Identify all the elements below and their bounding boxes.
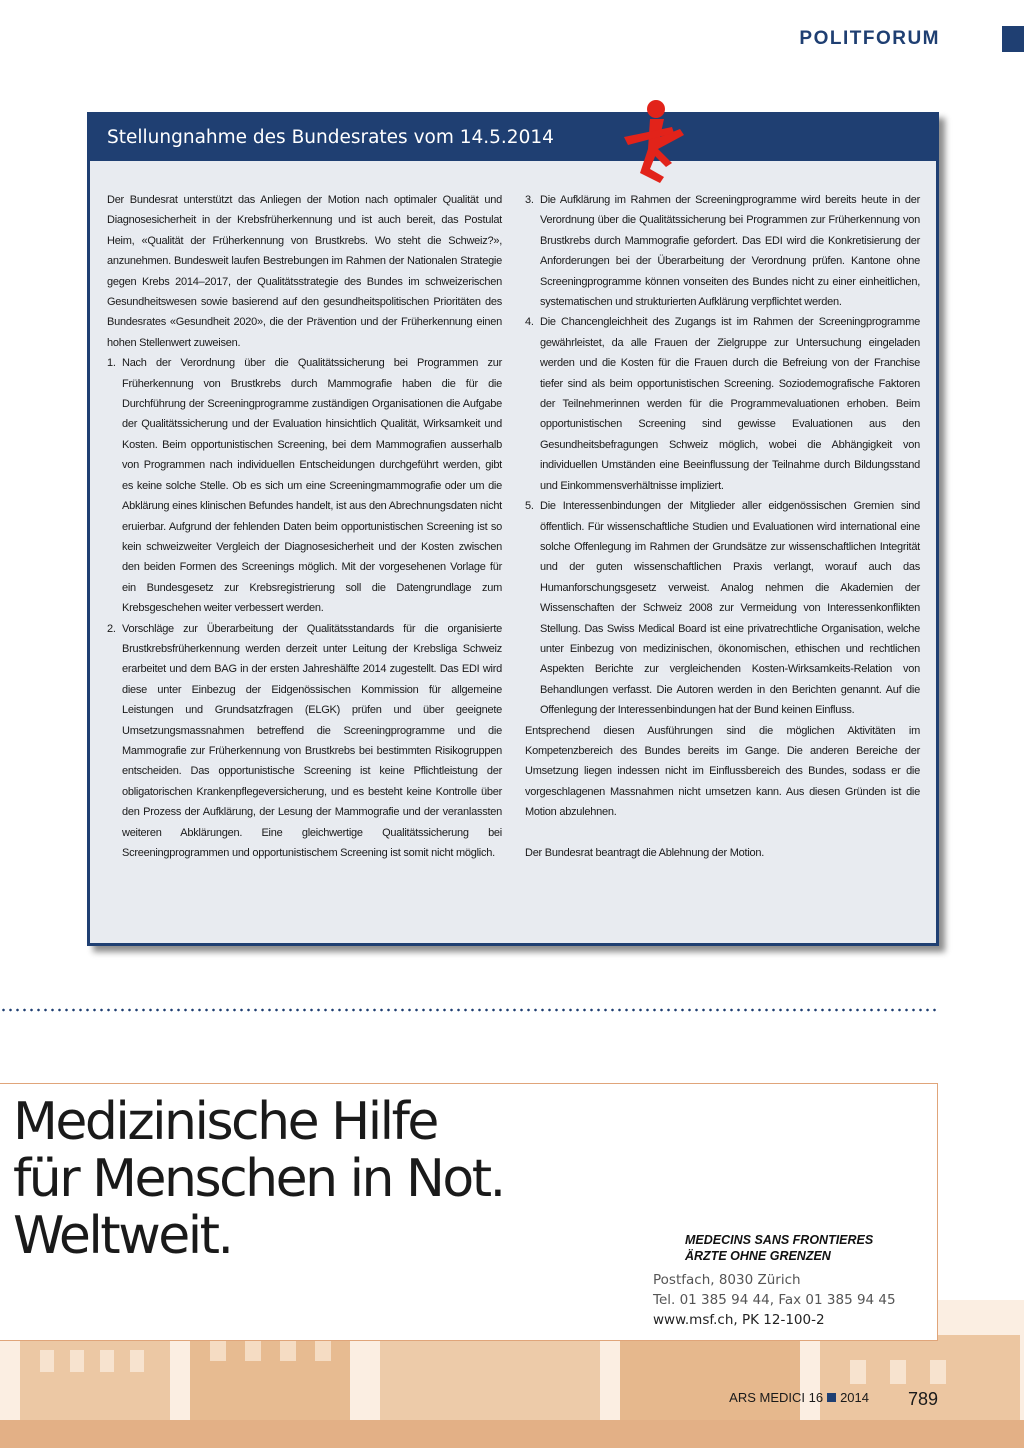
journal-year: 2014 (840, 1390, 869, 1405)
intro-paragraph: Der Bundesrat unterstützt das Anliegen der Motion nach optimaler Qualität und Diagnosesicherheit in der Krebsfrüherkennung und ist auch bereit, das Postulat Heim, «Qualität der Früherkennung von Brustkrebs. Wo steht die Schweiz?», anzunehmen. Bundesweit laufen Bestrebungen im Rahmen der Nationalen Strategie gegen Krebs 2014–2017, der Qualitätsstrategie des Bundes im schweizerischen Gesundheitswesen sowie basierend auf den gesundheitspolitischen Prioritäten des Bundesrates «Gesundheit 2020», die der Prävention und der Früherkennung einen hohen Stellenwert zuweisen. (107, 194, 502, 349)
ad-website: www.msf.ch, PK 12-100-2 (653, 1312, 825, 1328)
statement-box (87, 112, 939, 946)
page-number: 789 (907, 1389, 938, 1409)
ad-address: Postfach, 8030 Zürich (653, 1272, 801, 1288)
ad-phone: Tel. 01 385 94 44, Fax 01 385 94 45 (653, 1292, 896, 1308)
ad-headline-line: für Menschen in Not. (13, 1149, 504, 1209)
list-item-text: Die Interessenbindungen der Mitglieder aller eidgenössischen Gremien sind öffentlich. Für wissenschaftliche Studien und Evaluationen wird international eine solche Offenlegung im Rahmen der Grundsätze zur wissenschaftlichen Integrität und der guten wissenschaftlichen Praxis verlangt, worauf auch das Humanforschungsgesetz verweist. Analog nehmen die Akademien der Wissenschaften der Schweiz 2008 zur Vermeidung von Interessenkonflikten Stellung. Das Swiss Medical Board ist eine privatrechtliche Organisation, welche unter Einbezug von medizinischen, ökonomischen, ethischen und rechtlichen Aspekten Berichte zur vergleichenden Kosten-Wirksamkeits-Relation von Behandlungen verfasst. Die Autoren werden in den Berichten genannt. Auf die Offenlegung der Interessenbindungen hat der Bund keinen Einfluss. (540, 500, 920, 717)
ad-headline-line: Medizinische Hilfe (13, 1092, 437, 1152)
list-number: 5. (525, 500, 534, 513)
dotted-divider (0, 1005, 940, 1015)
statement-title: Stellungnahme des Bundesrates vom 14.5.2014 (90, 115, 936, 161)
numbered-list-left (107, 353, 502, 863)
left-column (107, 190, 502, 863)
section-label: POLITFORUM (799, 28, 940, 49)
list-number: 3. (525, 194, 534, 206)
list-item (525, 190, 920, 312)
list-item-text: Nach der Verordnung über die Qualitätssicherung bei Programmen zur Früherkennung von Brustkrebs durch Mammografie haben die für die Durchführung der Screeningprogramme zuständigen Organisationen die Aufgabe der Qualitätssicherung und der Evaluation hinsichtlich Qualität, Wirksamkeit und Kosten. Beim opportunistischen Screening, bei dem Mammografien ausserhalb von Programmen nach individuellen Entscheidungen durchgeführt werden, gibt es keine solche Stelle. Ob es sich um eine Screeningmammografie oder um die Abklärung eines klinischen Befundes handelt, ist aus den Abrechnungsdaten nicht eruierbar. Aufgrund der fehlenden Daten beim opportunistischen Screening ist so kein schweizweiter Vergleich der Diagnosesicherheit und der Kosten zwischen den beiden Formen des Screenings möglich. Mit der vorgesehenen Vorlage für ein Bundesgesetz zur Krebsregistrierung soll die Datengrundlage zum Krebsgeschehen weiter verbessert werden. (122, 357, 502, 615)
section-marker (1002, 26, 1024, 52)
right-column (525, 190, 920, 863)
ad-headline (13, 1094, 504, 1265)
list-item (107, 353, 502, 618)
numbered-list-right (525, 190, 920, 721)
footer-journal (729, 1390, 869, 1405)
final-statement: Der Bundesrat beantragt die Ablehnung der Motion. (525, 846, 765, 859)
list-number: 4. (525, 316, 534, 329)
conclusion-paragraph: Entsprechend diesen Ausführungen sind die möglichen Aktivitäten im Kompetenzbereich des Bundes bereits im Gange. Die anderen Bereiche der Umsetzung liegen indessen nicht im Einflussbereich des Bundes, sodass er die vorgeschlagenen Massnahmen nicht umsetzen kann. Aus diesen Gründen ist die Motion abzulehnen. (525, 724, 920, 819)
list-item-text: Vorschläge zur Überarbeitung der Qualitätsstandards für die organisierte Brustkrebsfrüherkennung werden derzeit unter Leitung der Krebsliga Schweiz erarbeitet und dem BAG in der ersten Jahreshälfte 2014 zugestellt. Das EDI wird diese unter Einbezug der Eidgenössischen Kommission für allgemeine Leistungen und Grundsatzfragen (ELGK) prüfen und über geeignete Umsetzungsmassnahmen betreffend die Screeningprogramme und die Mammografie zur Früherkennung von Brustkrebs bei bestimmten Risikogruppen entscheiden. Das opportunistische Screening ist keine Pflichtleistung der obligatorischen Krankenpflegeversicherung, und es besteht keine Kontrolle über den Prozess der Aufklärung, der Lesung der Mammografie und der veranlassten weiteren Abklärungen. Eine gleichwertige Qualitätssicherung bei Screeningprogrammen und opportunistischem Screening ist somit nicht möglich. (122, 622, 502, 859)
list-item (525, 312, 920, 496)
list-item-text: Die Chancengleichheit des Zugangs ist im Rahmen der Screeningprogramme gewährleistet, da alle Frauen der Zielgruppe zur Untersuchung eingeladen werden und die Kosten für die Frauen durch die Befreiung von der Franchise tiefer sind als beim opportunistischen Screening. Soziodemografische Faktoren der Teilnehmerinnen werden für die Programmevaluationen erhoben. Beim opportunistischen Screening sind gewisse Evaluationen aus den Gesundheitsbefragungen Schweiz möglich, wobei die Abhängigkeit von individuellen Umständen eine Beeinflussung der Teilnahme durch Bildungsstand und Einkommensverhältnisse impliziert. (540, 316, 920, 492)
logo-text-de: ÄRZTE OHNE GRENZEN (685, 1249, 831, 1263)
list-item-text: Die Aufklärung im Rahmen der Screeningprogramme wird bereits heute in der Verordnung über die Qualitätssicherung bei Programmen zur Früherkennung von Brustkrebs durch Mammografie gefordert. Das EDI wird die Konkretisierung der Anforderungen bei der Überarbeitung der Verordnung prüfen. Kantone ohne Screeningprogramme können vonseiten des Bundes nicht zu einer einheitlichen, systematischen und strukturierten Aufklärung verpflichtet werden. (540, 194, 920, 309)
logo-text-fr: MEDECINS SANS FRONTIERES (685, 1233, 874, 1247)
list-item (107, 619, 502, 864)
list-number: 2. (107, 622, 116, 635)
list-number: 1. (107, 357, 116, 370)
ad-headline-line: Weltweit. (13, 1206, 232, 1266)
msf-logo-icon (620, 97, 890, 187)
paragraph-spacer (525, 823, 920, 843)
footer-square-icon (827, 1393, 836, 1402)
journal-name: ARS MEDICI 16 (729, 1390, 824, 1405)
list-item (525, 496, 920, 720)
